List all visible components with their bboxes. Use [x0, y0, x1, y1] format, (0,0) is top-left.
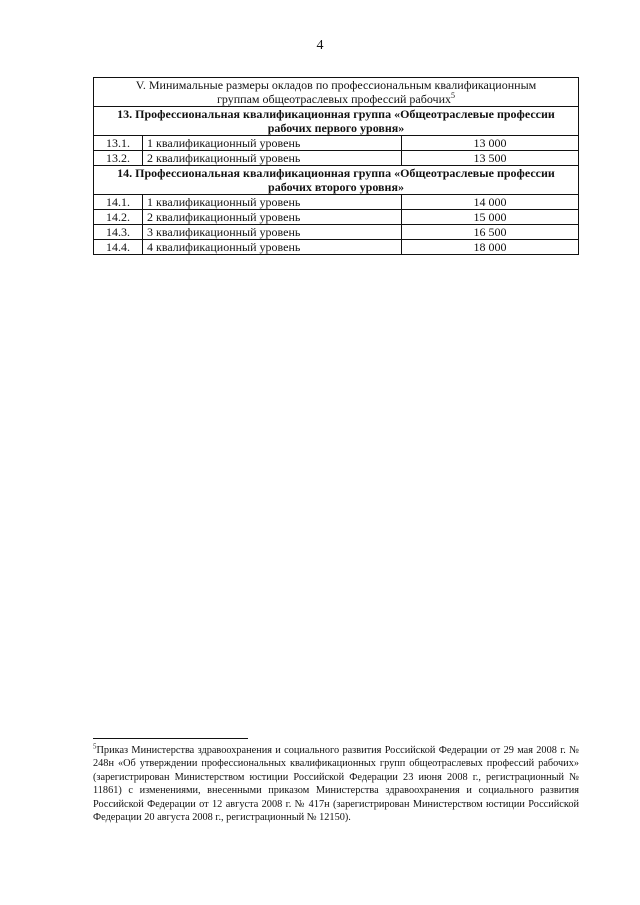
footnote: [93, 744, 579, 824]
row-number: 13.2.: [94, 151, 143, 166]
section-title-line1: V. Минимальные размеры окладов по профессиональным квалификационным: [135, 78, 537, 92]
page-number: 4: [316, 38, 324, 53]
footnote-text: Приказ Министерства здравоохранения и социального развития Российской Федерации от 29 мая 2008 г. № 248н «Об утверждении профессиональных квалификационных групп общеотраслевых профессий рабочих» (зарегистрирован Министерством юстиции Российской Федерации 23 июня 2008 г., регистрационный № 11861) с изменениями, внесенными приказом Министерства здравоохранения и социального развития Российской Федерации от 12 августа 2008 г. № 417н (зарегистрирован Министерством юстиции Российской Федерации 20 августа 2008 г., регистрационный № 12150).: [93, 745, 579, 824]
row-salary: 18 000: [402, 240, 579, 255]
section-title: [94, 78, 579, 107]
row-level: 3 квалификационный уровень: [143, 225, 402, 240]
row-salary: 13 500: [402, 151, 579, 166]
table-row: [94, 195, 579, 210]
row-salary: 13 000: [402, 136, 579, 151]
table-row: [94, 225, 579, 240]
group-title-line1: 14. Профессиональная квалификационная группа «Общеотраслевые профессии: [117, 166, 555, 180]
group-title-row: [94, 166, 579, 195]
group-title-line2: рабочих второго уровня»: [268, 180, 404, 194]
group-title: [94, 107, 579, 136]
row-level: 4 квалификационный уровень: [143, 240, 402, 255]
row-number: 14.1.: [94, 195, 143, 210]
table-row: [94, 240, 579, 255]
footnote-divider: [93, 738, 248, 739]
group-title-line2: рабочих первого уровня»: [267, 121, 405, 135]
row-level: 1 квалификационный уровень: [143, 136, 402, 151]
row-level: 2 квалификационный уровень: [143, 210, 402, 225]
group-title: [94, 166, 579, 195]
table-row: [94, 210, 579, 225]
row-number: 14.4.: [94, 240, 143, 255]
row-salary: 16 500: [402, 225, 579, 240]
row-level: 1 квалификационный уровень: [143, 195, 402, 210]
table-row: [94, 151, 579, 166]
row-level: 2 квалификационный уровень: [143, 151, 402, 166]
row-number: 13.1.: [94, 136, 143, 151]
section-title-line2: группам общеотраслевых профессий рабочих: [216, 92, 452, 106]
group-title-line1: 13. Профессиональная квалификационная группа «Общеотраслевые профессии: [117, 107, 555, 121]
row-number: 14.2.: [94, 210, 143, 225]
table-row: [94, 136, 579, 151]
row-salary: 14 000: [402, 195, 579, 210]
section-title-row: [94, 78, 579, 107]
group-title-row: [94, 107, 579, 136]
section-footnote-ref: 5: [451, 91, 456, 100]
footnote-marker: 5: [93, 742, 97, 751]
salary-table: [93, 77, 579, 255]
row-number: 14.3.: [94, 225, 143, 240]
row-salary: 15 000: [402, 210, 579, 225]
